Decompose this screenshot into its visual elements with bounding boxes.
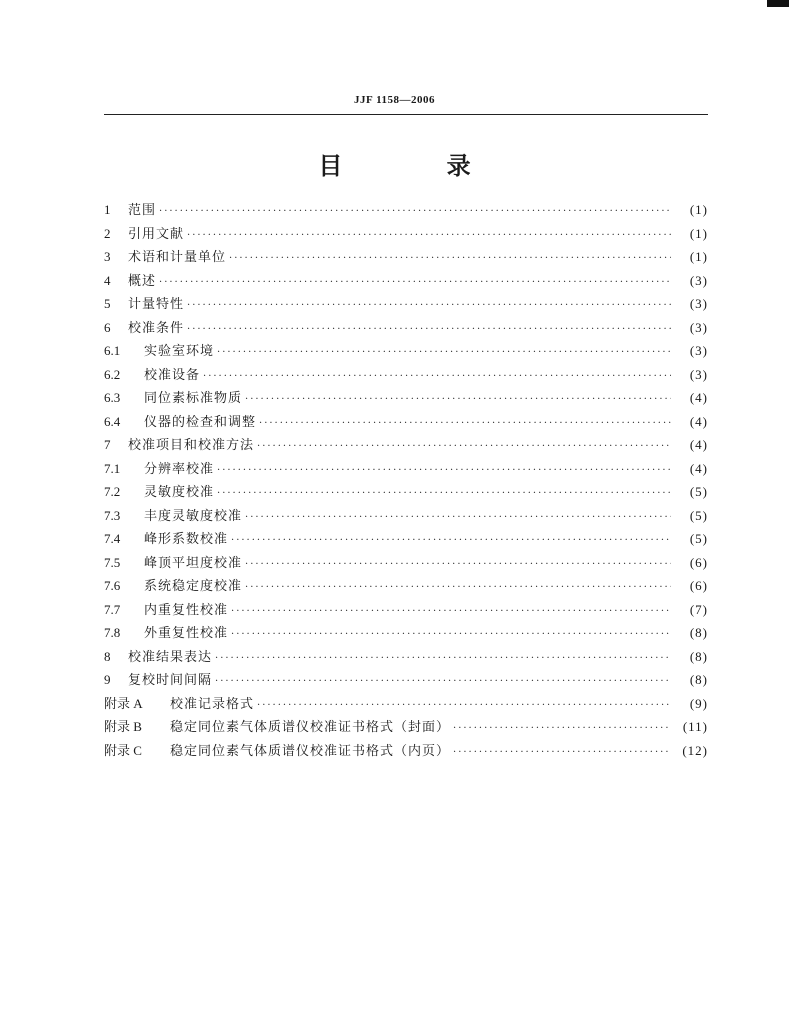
toc-entry-title: 稳定同位素气体质谱仪校准证书格式（内页） — [170, 743, 451, 759]
toc-entry-title: 仪器的检查和调整 — [144, 414, 257, 430]
toc-entry-number: 7.8 — [104, 625, 121, 640]
toc-dot-leader — [159, 200, 671, 224]
toc-entry[interactable] — [104, 292, 708, 316]
toc-entry-number: 附录 C — [104, 742, 142, 758]
toc-dot-leader — [187, 294, 671, 318]
toc-entry-number: 7.2 — [104, 484, 121, 499]
toc-entry-title: 分辨率校准 — [144, 461, 215, 477]
toc-dot-leader — [159, 271, 671, 295]
page-title: 目 录 — [318, 152, 519, 180]
toc-entry-title: 稳定同位素气体质谱仪校准证书格式（封面） — [170, 720, 451, 735]
toc-dot-leader — [257, 694, 671, 718]
toc-dot-leader — [231, 623, 671, 647]
toc-entry-title: 校准项目和校准方法 — [128, 438, 255, 453]
toc-entry-page: (4) — [689, 437, 708, 452]
toc-entry[interactable] — [104, 645, 708, 669]
toc-dot-leader — [229, 247, 671, 271]
toc-entry-number: 6.4 — [104, 413, 121, 429]
toc-entry[interactable] — [104, 621, 708, 645]
toc-entry-title: 系统稳定度校准 — [144, 579, 243, 594]
document-code-header: JJF 1158—2006 — [354, 94, 435, 106]
toc-entry-title: 灵敏度校准 — [144, 485, 215, 500]
toc-entry-page: (9) — [689, 695, 708, 711]
toc-entry[interactable] — [104, 715, 708, 739]
toc-entry[interactable] — [104, 504, 708, 528]
toc-entry[interactable] — [104, 480, 708, 504]
toc-entry-page: (12) — [682, 742, 708, 758]
toc-dot-leader — [453, 741, 671, 765]
toc-entry-title: 峰形系数校准 — [144, 532, 229, 547]
toc-entry-page: (3) — [689, 296, 708, 311]
toc-entry[interactable] — [104, 574, 708, 598]
toc-entry-title: 概述 — [128, 273, 157, 289]
toc-entry[interactable] — [104, 222, 708, 246]
toc-entry-number: 7.6 — [104, 578, 121, 593]
toc-dot-leader — [187, 224, 671, 248]
toc-entry-number: 7.7 — [104, 601, 121, 617]
header-divider — [104, 114, 708, 115]
toc-dot-leader — [217, 482, 671, 506]
toc-entry-page: (5) — [689, 484, 708, 499]
toc-entry[interactable] — [104, 668, 708, 692]
toc-entry-number: 附录 A — [104, 695, 143, 711]
toc-dot-leader — [453, 717, 671, 741]
toc-entry-number: 4 — [104, 272, 111, 288]
toc-entry-number: 7.5 — [104, 554, 121, 570]
toc-entry-title: 实验室环境 — [144, 344, 215, 359]
toc-entry-number: 6 — [104, 319, 111, 335]
toc-entry-page: (3) — [689, 319, 708, 335]
toc-entry-page: (4) — [689, 413, 708, 429]
toc-entry-title: 内重复性校准 — [144, 602, 229, 618]
toc-entry-number: 7.1 — [104, 460, 121, 476]
toc-dot-leader — [217, 459, 671, 483]
toc-entry-page: (4) — [689, 390, 708, 405]
toc-dot-leader — [245, 506, 671, 530]
toc-entry-number: 6.3 — [104, 390, 121, 405]
toc-entry[interactable] — [104, 269, 708, 293]
toc-dot-leader — [231, 529, 671, 553]
toc-entry[interactable] — [104, 245, 708, 269]
toc-entry-number: 7 — [104, 437, 111, 452]
toc-entry[interactable] — [104, 198, 708, 222]
toc-entry-page: (11) — [682, 719, 708, 734]
toc-entry-number: 1 — [104, 202, 111, 217]
toc-entry-page: (1) — [689, 202, 708, 217]
toc-entry[interactable] — [104, 692, 708, 716]
toc-entry-title: 峰顶平坦度校准 — [144, 555, 243, 571]
toc-entry[interactable] — [104, 339, 708, 363]
toc-entry-page: (4) — [689, 460, 708, 476]
toc-entry-page: (1) — [689, 225, 708, 241]
toc-entry-title: 范围 — [128, 203, 157, 218]
toc-dot-leader — [215, 670, 671, 694]
toc-entry[interactable] — [104, 410, 708, 434]
table-of-contents — [104, 198, 708, 762]
toc-dot-leader — [217, 341, 671, 365]
toc-entry-page: (8) — [689, 648, 708, 664]
toc-entry-page: (6) — [689, 578, 708, 593]
toc-entry-title: 校准条件 — [128, 320, 185, 336]
toc-entry[interactable] — [104, 739, 708, 763]
toc-entry-page: (7) — [689, 601, 708, 617]
toc-entry-number: 3 — [104, 249, 111, 264]
toc-entry-page: (8) — [689, 625, 708, 640]
toc-entry-title: 术语和计量单位 — [128, 250, 227, 265]
toc-entry[interactable] — [104, 527, 708, 551]
toc-entry-number: 9 — [104, 672, 111, 687]
toc-entry-page: (3) — [689, 343, 708, 358]
corner-scan-mark — [767, 0, 789, 7]
toc-entry-number: 7.4 — [104, 531, 121, 546]
toc-entry-number: 2 — [104, 225, 111, 241]
toc-entry-number: 附录 B — [104, 719, 142, 734]
toc-entry-title: 丰度灵敏度校准 — [144, 508, 243, 524]
toc-dot-leader — [203, 365, 671, 389]
toc-entry-title: 校准结果表达 — [128, 649, 213, 665]
toc-entry-page: (8) — [689, 672, 708, 687]
toc-entry-number: 7.3 — [104, 507, 121, 523]
toc-entry[interactable] — [104, 551, 708, 575]
toc-entry[interactable] — [104, 598, 708, 622]
toc-entry-title: 引用文献 — [128, 226, 185, 242]
toc-entry[interactable] — [104, 457, 708, 481]
toc-entry[interactable] — [104, 363, 708, 387]
toc-dot-leader — [245, 576, 671, 600]
toc-entry-number: 5 — [104, 296, 111, 311]
toc-entry-number: 6.1 — [104, 343, 121, 358]
toc-entry-title: 计量特性 — [128, 297, 185, 312]
toc-entry-page: (3) — [689, 272, 708, 288]
toc-dot-leader — [187, 318, 671, 342]
toc-dot-leader — [215, 647, 671, 671]
toc-dot-leader — [259, 412, 671, 436]
toc-entry-title: 同位素标准物质 — [144, 391, 243, 406]
toc-entry-number: 6.2 — [104, 366, 121, 382]
toc-entry-page: (6) — [689, 554, 708, 570]
toc-entry-page: (1) — [689, 249, 708, 264]
toc-dot-leader — [245, 553, 671, 577]
toc-entry-page: (3) — [689, 366, 708, 382]
toc-entry-title: 外重复性校准 — [144, 626, 229, 641]
toc-dot-leader — [231, 600, 671, 624]
toc-entry-page: (5) — [689, 507, 708, 523]
toc-entry-title: 校准记录格式 — [170, 696, 255, 712]
toc-dot-leader — [245, 388, 671, 412]
toc-entry[interactable] — [104, 386, 708, 410]
toc-entry-number: 8 — [104, 648, 111, 664]
toc-entry-title: 复校时间间隔 — [128, 673, 213, 688]
toc-entry[interactable] — [104, 316, 708, 340]
toc-entry-title: 校准设备 — [144, 367, 201, 383]
toc-entry-page: (5) — [689, 531, 708, 546]
toc-dot-leader — [257, 435, 671, 459]
toc-entry[interactable] — [104, 433, 708, 457]
